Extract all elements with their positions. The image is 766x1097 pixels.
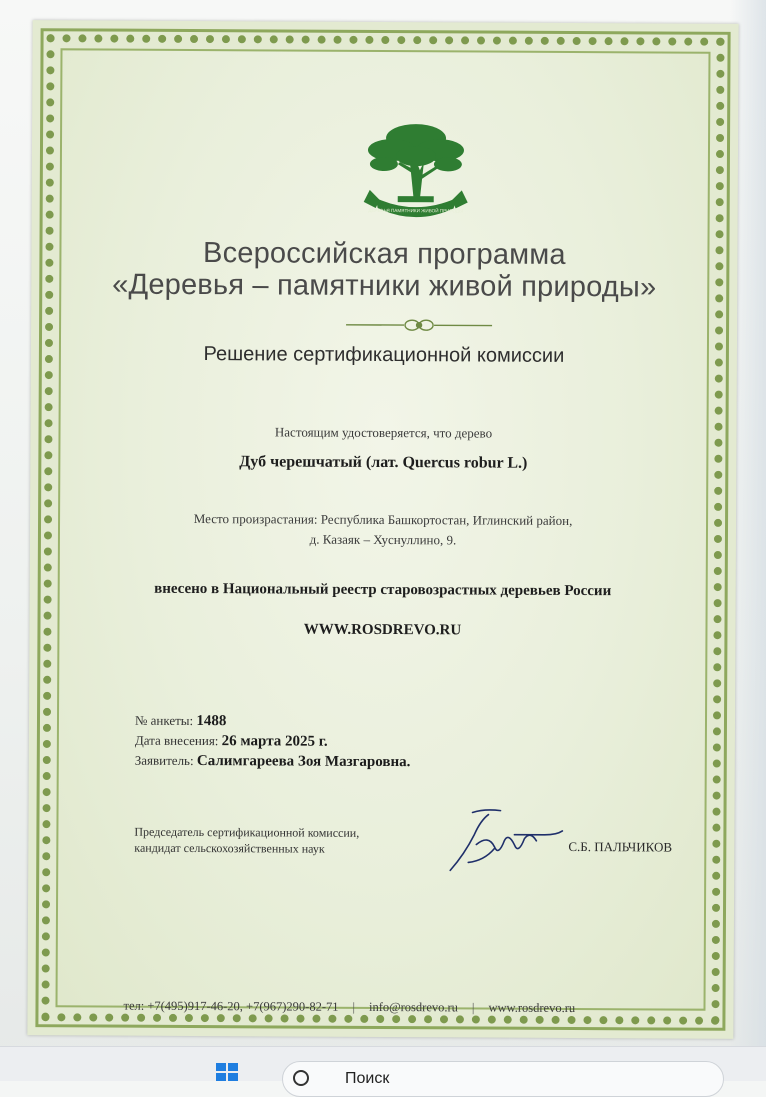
date-label: Дата внесения: — [135, 733, 219, 748]
form-number-label: № анкеты: — [135, 713, 193, 728]
handwritten-signature-icon — [444, 804, 564, 877]
applicant-value: Салимгареева Зоя Мазгаровна. — [197, 753, 411, 770]
search-placeholder: Поиск — [345, 1070, 389, 1088]
applicant-row — [135, 751, 411, 772]
divider-ornament-icon — [344, 317, 494, 334]
registration-details — [135, 711, 411, 772]
contact-footer — [123, 999, 703, 1017]
svg-text:ДЕРЕВЬЯ ПАМЯТНИКИ ЖИВОЙ ПРИРОД: ДЕРЕВЬЯ ПАМЯТНИКИ ЖИВОЙ ПРИРОДЫ — [368, 206, 463, 213]
certifies-text: Настоящим удостоверяется, что дерево — [60, 423, 706, 442]
taskbar — [0, 1046, 766, 1081]
footer-email: info@rosdrevo.ru — [369, 1000, 458, 1015]
certificate-body — [55, 48, 710, 1010]
chair-title — [134, 824, 359, 857]
applicant-label: Заявитель: — [135, 753, 194, 768]
footer-separator: | — [352, 1000, 355, 1015]
date-row — [135, 731, 411, 752]
search-icon — [293, 1070, 309, 1086]
oak-tree-logo-icon — [354, 104, 479, 229]
form-number-value: 1488 — [196, 713, 226, 729]
commission-subtitle: Решение сертификационной комиссии — [61, 342, 707, 368]
footer-phone: тел: +7(495)917-46-20, +7(967)290-82-71 — [123, 999, 338, 1015]
growth-place — [60, 508, 706, 551]
chair-title-line2: кандидат сельскохозяйственных наук — [134, 840, 359, 857]
growth-place-line1: Место произрастания: Республика Башкортостан, Иглинский район, — [60, 508, 706, 531]
taskbar-search[interactable] — [282, 1061, 724, 1097]
certificate — [27, 20, 738, 1039]
program-title-line2: «Деревья – памятники живой природы» — [61, 268, 707, 303]
signer-name: С.Б. ПАЛЬЧИКОВ — [568, 839, 672, 856]
website-heading: WWW.ROSDREVO.RU — [59, 620, 705, 640]
footer-website: www.rosdrevo.ru — [488, 1001, 575, 1016]
form-number-row — [135, 711, 411, 732]
program-title-line1: Всероссийская программа — [61, 236, 707, 271]
chair-title-line1: Председатель сертификационной комиссии, — [134, 824, 359, 841]
date-value: 26 марта 2025 г. — [222, 733, 328, 750]
tree-name: Дуб черешчатый (лат. Quercus robur L.) — [60, 452, 706, 473]
windows-start-icon[interactable] — [216, 1063, 238, 1081]
footer-separator: | — [472, 1000, 475, 1015]
growth-place-line2: д. Казаяк – Хуснуллино, 9. — [60, 528, 706, 551]
program-title — [61, 236, 707, 303]
registry-statement: внесено в Национальный реестр старовозрастных деревьев России — [60, 580, 706, 600]
